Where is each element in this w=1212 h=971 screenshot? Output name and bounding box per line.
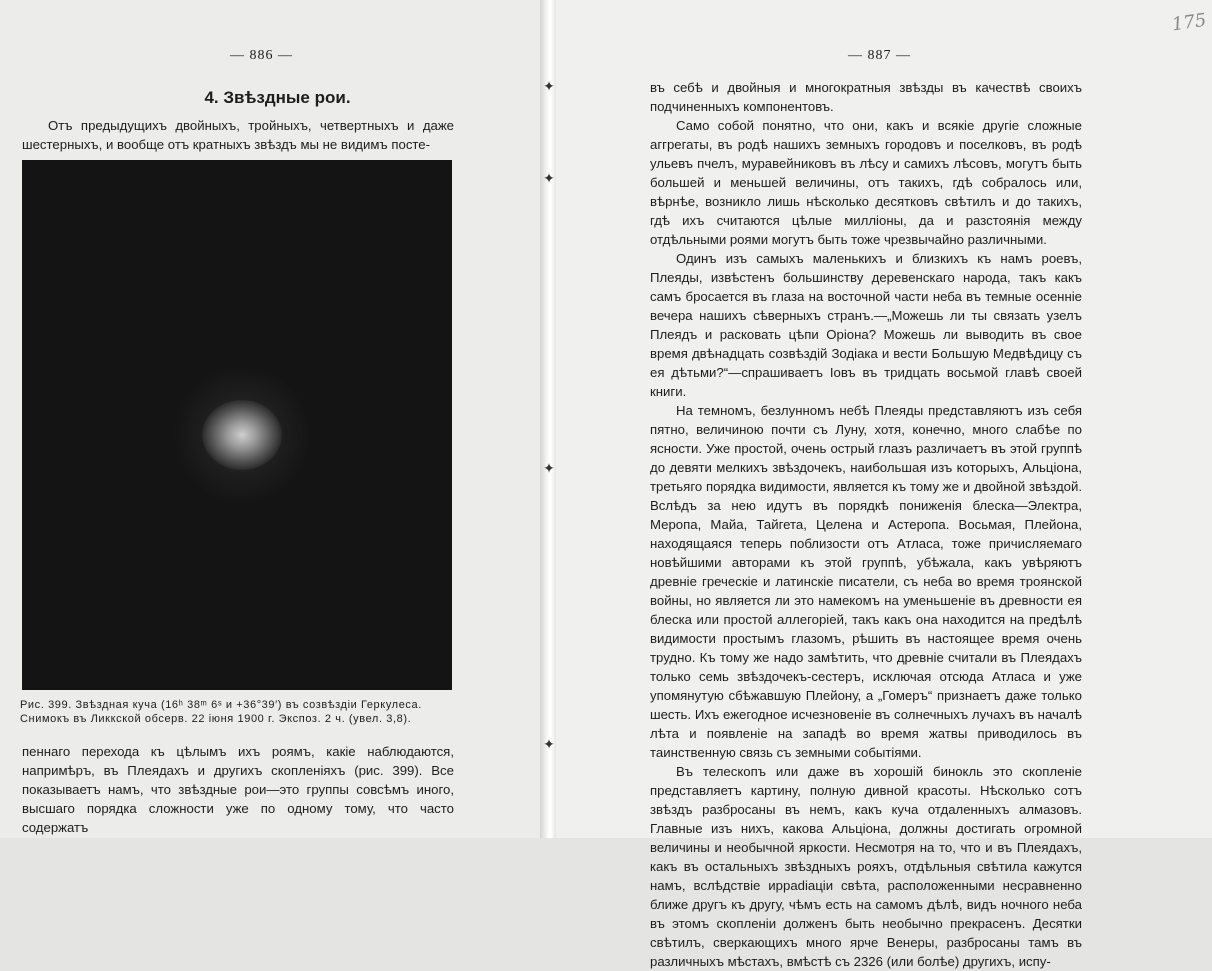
- right-body: [650, 78, 1082, 971]
- paragraph: Въ телескопъ или даже въ хорошій бинокль это скопленіе представляетъ картину, полную дивной красоты. Нѣсколько сотъ звѣздъ разбросаны въ немъ, какъ куча отдаленныхъ алмазовъ. Главные изъ нихъ, какова Альціона, должны достигать огромной величины и необычной яркости. Несмотря на то, что и въ Плеядахъ, какъ въ остальныхъ звѣздныхъ рояхъ, отдѣльныя свѣтила кажутся намъ, вслѣдствіе ирраdiаціи свѣта, расположенными несравненно ближе другъ къ другу, чѣмъ есть на самомъ дѣлѣ, видъ ночного неба въ этомъ скопленіи долженъ быть необычно прекрасенъ. Десятки свѣтилъ, сверкающихъ много ярче Венеры, разбросаны тамъ въ различныхъ мѣстахъ, вмѣстѣ съ 2326 (или болѣе) другихъ, испу-: [650, 764, 1082, 969]
- paragraph: въ себѣ и двойныя и многократныя звѣзды въ качествѣ своихъ подчиненныхъ компонентовъ.: [650, 80, 1082, 114]
- paragraph: На темномъ, безлунномъ небѣ Плеяды представляютъ изъ себя пятно, величиною почти съ Луну, хотя, конечно, много слабѣе по ясности. Уже простой, очень острый глазъ различаетъ въ этой группѣ до девяти мелкихъ звѣздочекъ, наибольшая изъ которыхъ, Альціона, третьяго порядка видимости, является къ тому же и двойной звѣздой. Вслѣдъ за нею идутъ въ порядкѣ пониженія блеска—Электра, Меропа, Майа, Тайгета, Целена и Астеропа. Восьмая, Плейона, находящаяся теперь поблизости отъ Атласа, тоже причисляемаго новѣйшими авторами къ этой группѣ, убѣжала, какъ увѣряютъ древніе греческіе и латинскіе писатели, съ неба во время троянской войны, но является ли это намекомъ на уменьшеніе въ древности ея блеска или простой аллегоріей, такъ какъ она находится на предѣлѣ видимости простымъ глазомъ, рѣшить въ настоящее время очень трудно. Къ тому же надо замѣтить, что древніе считали въ Плеядахъ только семь звѣздочекъ-сестеръ, исключая отсюда Атласа и уже упомянутую сбѣжавшую Плейону, а „Гомеръ“ признаетъ даже только шесть. Ихъ ежегодное исчезновеніе въ солнечныхъ лучахъ въ началѣ лѣта и появленіе на западѣ во время жатвы приводилось въ таинственную связь съ земными событіями.: [650, 403, 1082, 760]
- binding-stitch-icon: ✦: [543, 737, 555, 753]
- figure-caption: Рис. 399. Звѣздная куча (16ʰ 38ᵐ 6ˢ и +36°39′) въ созвѣздіи Геркулеса. Снимокъ въ Ликкской обсерв. 22 іюня 1900 г. Экспоз. 2 ч. (увел. 3,8).: [20, 699, 422, 725]
- left-page-number: — 886 —: [230, 48, 293, 63]
- intro-paragraph: [22, 116, 454, 154]
- star-cluster-photo: [22, 160, 452, 690]
- left-page: [0, 0, 548, 838]
- binding-stitch-icon: ✦: [543, 461, 555, 477]
- section-title: 4. Звѣздные рои.: [204, 88, 351, 107]
- cluster-core: [202, 400, 282, 470]
- right-page-number: — 887 —: [848, 48, 911, 63]
- paragraph: Одинъ изъ самыхъ маленькихъ и близкихъ къ намъ роевъ, Плеяды, извѣстенъ большинству деревенскаго народа, такъ какъ самъ бросается въ глаза на восточной части неба въ темные осенніе вечера нашихъ сѣверныхъ странъ.—„Можешь ли ты связать узелъ Плеядъ и расковать цѣпи Оріона? Можешь ли выводить въ свое время двѣнадцать созвѣздій Зодіака и вести Большую Медвѣдицу съ ея дѣтьми?“—спрашиваетъ Іовъ въ тридцать восьмой главѣ своей книги.: [650, 251, 1082, 399]
- right-page: [556, 0, 1212, 969]
- continuation-text: пеннаго перехода къ цѣлымъ ихъ роямъ, какіе наблюдаются, напримѣръ, въ Плеядахъ и другихъ скопленіяхъ (рис. 399). Все показываетъ намъ, что звѣздные рои—это группы совсѣмъ иного, высшаго порядка сложности уже по одному тому, что часто содержатъ: [22, 744, 454, 835]
- binding-stitch-icon: ✦: [543, 79, 555, 95]
- handwritten-page-note: 175: [1170, 9, 1208, 36]
- paragraph: Само собой понятно, что они, какъ и всякіе другіе сложные аггрегаты, въ родѣ нашихъ земныхъ городовъ и поселковъ, въ родѣ ульевъ пчелъ, муравейниковъ въ лѣсу и самихъ лѣсовъ, могутъ быть большей и меньшей величины, отъ такихъ, гдѣ собралось или, вѣрнѣе, возникло лишь нѣсколько десятковъ свѣтилъ и до такихъ, гдѣ ихъ считаются цѣлые милліоны, да и разстоянія между отдѣльными роями могутъ быть тоже чрезвычайно различными.: [650, 118, 1082, 247]
- binding-stitch-icon: ✦: [543, 171, 555, 187]
- intro-text: Отъ предыдущихъ двойныхъ, тройныхъ, четвертныхъ и даже шестерныхъ, и вообще отъ кратныхъ звѣздъ мы не видимъ посте-: [22, 118, 454, 152]
- continuation-paragraph: [22, 742, 454, 837]
